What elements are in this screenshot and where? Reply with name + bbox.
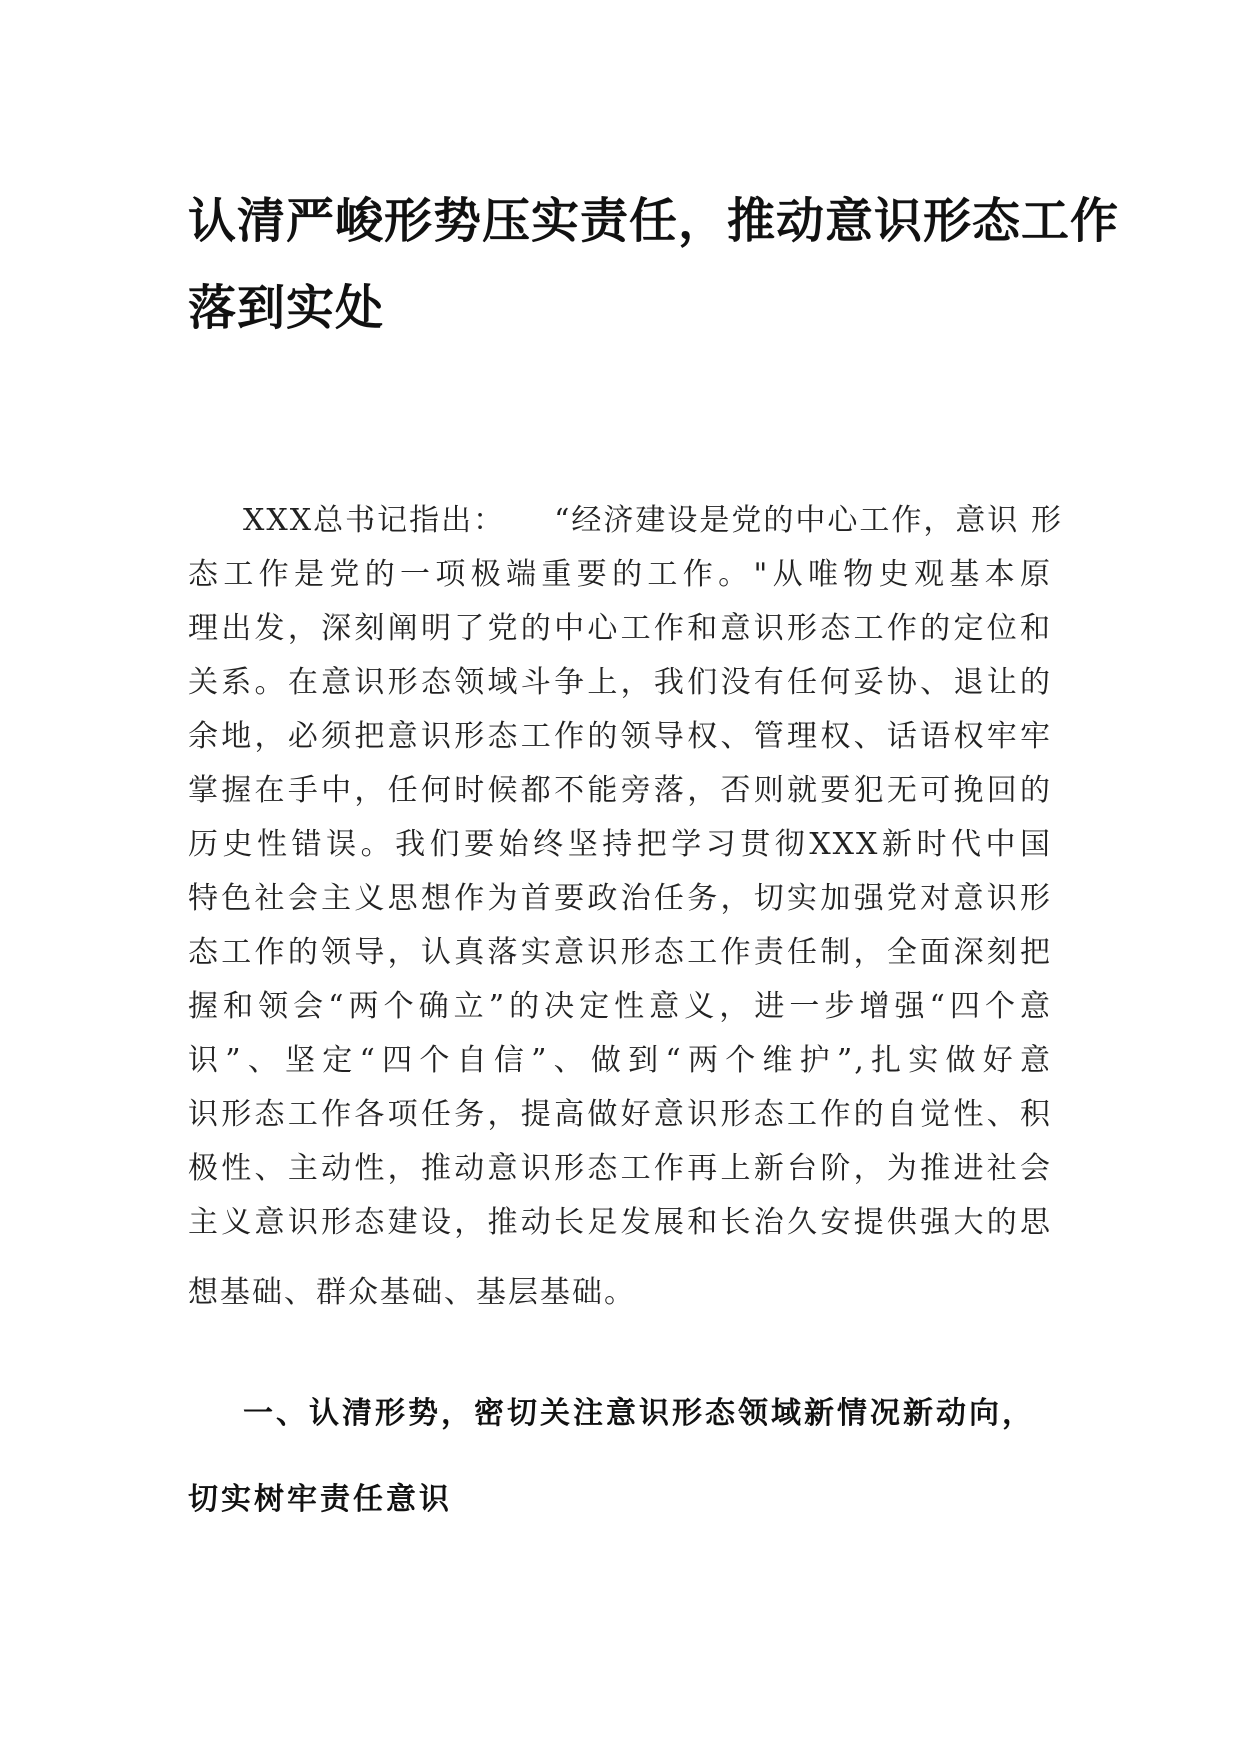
paragraph-line: 理出发，深刻阐明了党的中心工作和意识形态工作的定位和 [188,611,1052,646]
paragraph-line: 极性、主动性，推动意识形态工作再上新台阶，为推进社会 [188,1151,1052,1186]
paragraph-line: 特色社会主义思想作为首要政治任务，切实加强党对意识形 [188,881,1052,916]
section-heading-line-1: 一、认清形势，密切关注意识形态领域新情况新动向， [243,1396,1035,1431]
paragraph-line: 历史性错误。我们要始终坚持把学习贯彻XXX新时代中国 [188,827,1052,862]
paragraph-line: XXX总书记指出： “经济建设是党的中心工作，意识 形 [243,503,1063,538]
section-heading-line-2: 切实树牢责任意识 [188,1482,452,1517]
paragraph-line: 主义意识形态建设，推动长足发展和长治久安提供强大的思 [188,1205,1052,1240]
title-line: 落到实处 [188,280,385,336]
document-title [188,178,1120,352]
paragraph-line: 掌握在手中，任何时候都不能旁落，否则就要犯无可挽回的 [188,773,1052,808]
paragraph-line: 关系。在意识形态领域斗争上，我们没有任何妥协、退让的 [188,665,1052,700]
paragraph-line: 态工作的领导，认真落实意识形态工作责任制，全面深刻把 [188,935,1052,970]
paragraph-line: 识形态工作各项任务，提高做好意识形态工作的自觉性、积 [188,1097,1052,1132]
paragraph-line: 识”、坚定“四个自信”、做到“两个维护”,扎实做好意 [188,1043,1052,1078]
paragraph-line: 想基础、群众基础、基层基础。 [188,1275,636,1310]
paragraph-line: 余地，必须把意识形态工作的领导权、管理权、话语权牢牢 [188,719,1052,754]
paragraph-line: 握和领会“两个确立”的决定性意义，进一步增强“四个意 [188,989,1052,1024]
body-paragraph [188,494,1063,1332]
paragraph-line: 态工作是党的一项极端重要的工作。"从唯物史观基本原 [188,557,1052,592]
title-line: 认清严峻形势压实责任，推动意识形态工作 [188,193,1120,249]
